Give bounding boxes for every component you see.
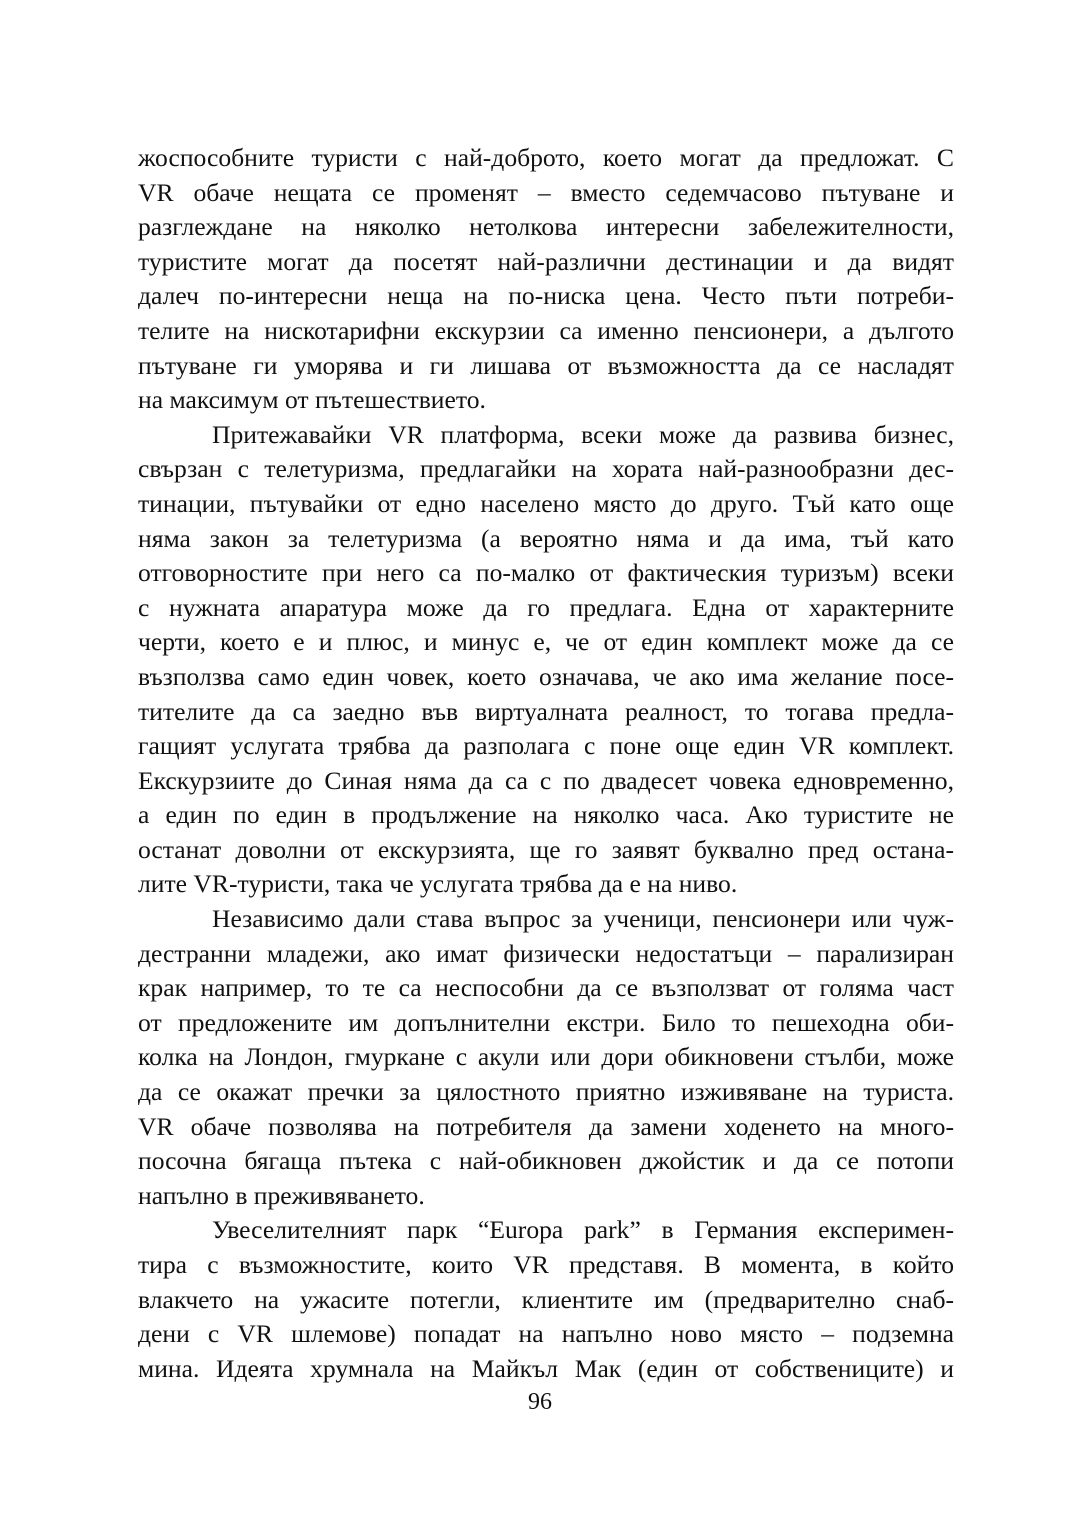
text-line: разглеждане на няколко нетолкова интересни забележителности, bbox=[138, 212, 954, 242]
text-line: а един по един в продължение на няколко часа. Ако туристите не bbox=[138, 800, 954, 830]
text-line: свързан с телетуризма, предлагайки на хората най-разнообразни дес- bbox=[138, 454, 954, 484]
text-line: Независимо дали става въпрос за ученици, пенсионери или чуж- bbox=[212, 904, 954, 934]
text-line: крак например, то те са неспособни да се възползват от голяма част bbox=[138, 973, 954, 1003]
text-line: възползва само един човек, което означава, че ако има желание посе- bbox=[138, 661, 954, 691]
text-line: с нужната апаратура може да го предлага. Една от характерните bbox=[138, 592, 954, 622]
text-line: от предложените им допълнителни екстри. Било то пешеходна оби- bbox=[138, 1007, 954, 1037]
paragraph-3 bbox=[138, 902, 954, 1213]
text-line: да се окажат пречки за цялостното приятно изживяване на туриста. bbox=[138, 1077, 954, 1107]
text-line: отговорностите при него са по-малко от фактическия туризъм) всеки bbox=[138, 558, 954, 588]
paragraph-4 bbox=[138, 1213, 954, 1386]
text-line: тира с възможностите, които VR представя. В момента, в който bbox=[138, 1250, 954, 1279]
text-line: влакчето на ужасите потегли, клиентите им (предварително снаб- bbox=[138, 1284, 954, 1314]
text-line: няма закон за телетуризма (а вероятно няма и да има, тъй като bbox=[138, 523, 954, 553]
text-line: черти, което е и плюс, и минус е, че от един комплект може да се bbox=[138, 627, 954, 657]
text-line: тителите да са заедно във виртуалната реалност, то тогава предла- bbox=[138, 696, 954, 726]
text-line: мина. Идеята хрумнала на Майкъл Мак (един от собствениците) и bbox=[138, 1353, 954, 1383]
text-line: напълно в преживяването. bbox=[138, 1180, 425, 1210]
text-line: тинации, пътувайки от едно населено място до друго. Тъй като още bbox=[138, 488, 954, 518]
page-number: 96 bbox=[528, 1389, 552, 1415]
text-line: дестранни младежи, ако имат физически недостатъци – парализиран bbox=[138, 938, 954, 968]
text-line: Екскурзиите до Синая няма да са с по двадесет човека едновременно, bbox=[138, 765, 954, 795]
text-line: VR обаче позволява на потребителя да замени ходенето на много- bbox=[138, 1111, 954, 1141]
text-line: телите на нискотарифни екскурзии са именно пенсионери, а дългото bbox=[138, 315, 954, 345]
text-line: дени с VR шлемове) попадат на напълно ново място – подземна bbox=[138, 1319, 954, 1349]
text-line: пътуване ги уморява и ги лишава от възможността да се насладят bbox=[138, 350, 954, 380]
text-line: туристите могат да посетят най-различни дестинации и да видят bbox=[138, 246, 954, 276]
text-line: Увеселителният парк “Europa park” в Германия експеримен- bbox=[212, 1215, 954, 1245]
text-line: останат доволни от екскурзията, ще го заявят буквално пред остана- bbox=[138, 834, 954, 864]
body-text bbox=[138, 141, 954, 1386]
paragraph-1 bbox=[138, 141, 954, 418]
text-line: гащият услугата трябва да разполага с поне още един VR комплект. bbox=[138, 731, 954, 761]
text-line: далеч по-интересни неща на по-ниска цена. Често пъти потреби- bbox=[138, 281, 954, 311]
text-line: жоспособните туристи с най-доброто, което могат да предложат. С bbox=[138, 143, 954, 172]
text-line: VR обаче нещата се променят – вместо седемчасово пътуване и bbox=[138, 177, 954, 207]
text-line: посочна бягаща пътека с най-обикновен джойстик и да се потопи bbox=[138, 1146, 954, 1176]
paragraph-2 bbox=[138, 418, 954, 902]
text-line: колка на Лондон, гмуркане с акули или дори обикновени стълби, може bbox=[138, 1042, 954, 1072]
text-line: лите VR-туристи, така че услугата трябва да е на ниво. bbox=[138, 869, 738, 899]
text-line: Притежавайки VR платформа, всеки може да развива бизнес, bbox=[212, 419, 954, 449]
text-line: на максимум от пътешествието. bbox=[138, 385, 486, 415]
